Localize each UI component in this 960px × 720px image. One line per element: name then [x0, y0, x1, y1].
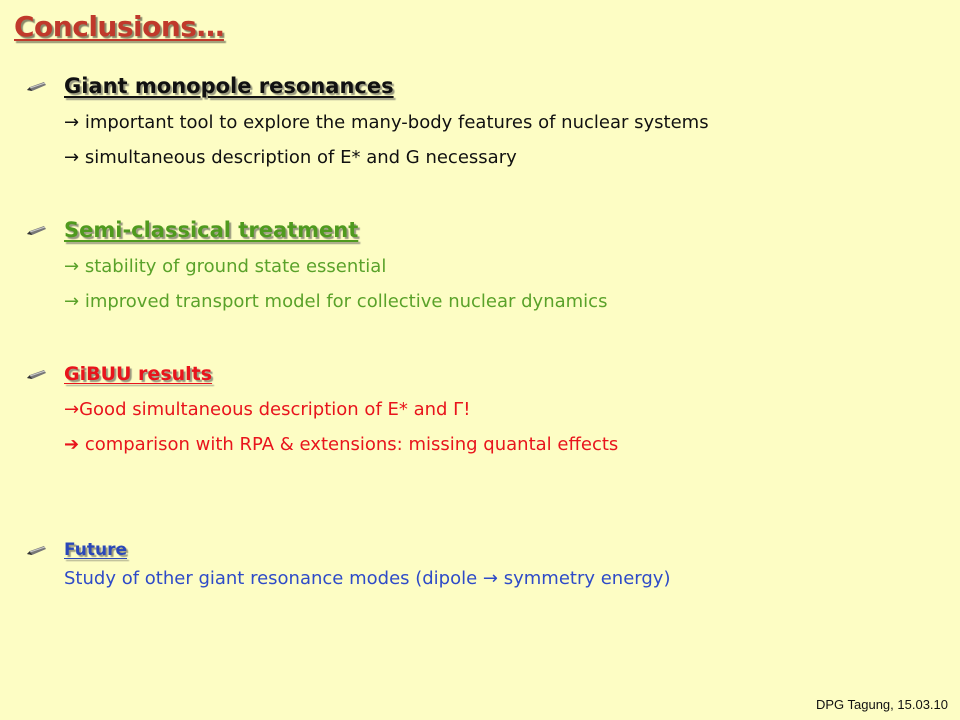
section-future	[26, 540, 670, 589]
section-heading: Semi-classical treatment	[64, 218, 359, 242]
bold-right-arrow-icon: ➔	[64, 434, 80, 455]
right-arrow-icon: →	[64, 256, 80, 277]
section-heading: GiBUU results	[64, 363, 213, 385]
bullet-line: →Good simultaneous description of E* and Γ!	[64, 399, 471, 420]
bullet-line: → simultaneous description of E* and G necessary	[64, 147, 517, 168]
pen-icon	[26, 223, 48, 237]
right-arrow-icon: →	[64, 112, 80, 133]
right-arrow-icon: →	[64, 399, 80, 420]
section-gibuu-results	[26, 363, 618, 455]
right-arrow-icon: →	[64, 291, 80, 312]
pen-icon	[26, 543, 48, 557]
footer-label: DPG Tagung, 15.03.10	[815, 697, 948, 712]
bullet-line: ➔ comparison with RPA & extensions: missing quantal effects	[64, 434, 619, 455]
pen-icon	[26, 79, 48, 93]
section-heading: Giant monopole resonances	[64, 74, 394, 98]
bullet-line: → improved transport model for collective nuclear dynamics	[64, 291, 608, 312]
section-giant-monopole	[26, 74, 709, 168]
right-arrow-icon: →	[64, 147, 80, 168]
bullet-line: → stability of ground state essential	[64, 256, 387, 277]
section-heading: Future	[64, 540, 128, 560]
slide-title: Conclusions…	[14, 10, 224, 43]
bullet-line: → important tool to explore the many-body features of nuclear systems	[64, 112, 709, 133]
pen-icon	[26, 367, 48, 381]
bullet-line: Study of other giant resonance modes (dipole → symmetry energy)	[64, 568, 671, 589]
section-semi-classical	[26, 218, 607, 312]
